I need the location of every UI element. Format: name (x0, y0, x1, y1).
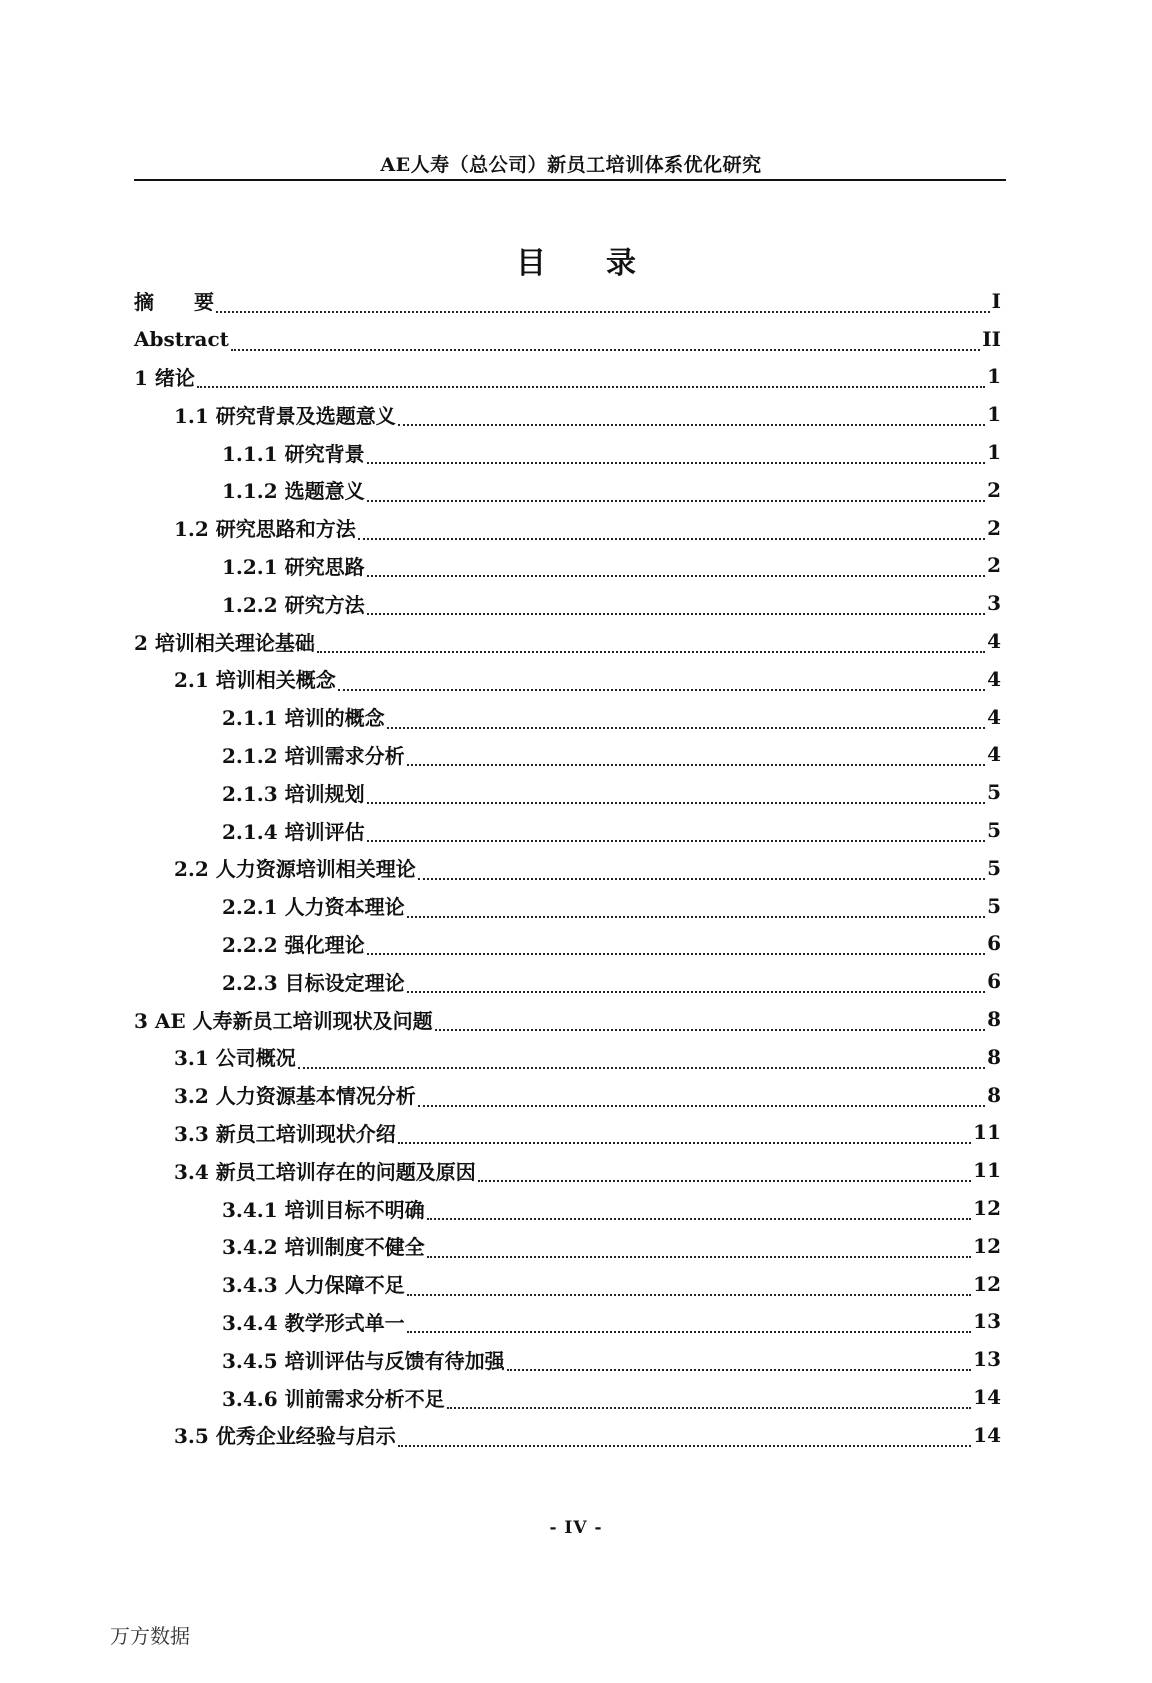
toc-dot-leader (398, 1431, 971, 1447)
toc-entry[interactable] (134, 358, 1001, 396)
toc-entry[interactable] (222, 962, 1001, 1000)
toc-entry-title: 1.1.2 选题意义 (222, 479, 365, 504)
toc-entry-page: 5 (987, 855, 1001, 880)
toc-entry-page: 8 (987, 1044, 1001, 1069)
toc-entry-title: 3.4 新员工培训存在的问题及原因 (174, 1159, 476, 1184)
toc-entry-page: 11 (973, 1158, 1001, 1183)
toc-dot-leader (418, 864, 985, 880)
toc-entry-title: 1 绪论 (134, 365, 195, 390)
toc-dot-leader (407, 902, 985, 918)
toc-dot-leader (435, 1015, 985, 1031)
toc-dot-leader (418, 1091, 985, 1107)
toc-entry-title: 1.1 研究背景及选题意义 (174, 403, 396, 428)
toc-entry-page: II (982, 326, 1001, 351)
toc-entry[interactable] (222, 698, 1001, 736)
toc-dot-leader (298, 1053, 985, 1069)
toc-entry[interactable] (222, 547, 1001, 585)
toc-entry[interactable] (222, 736, 1001, 774)
toc-entry-page: 1 (987, 440, 1001, 465)
toc-dot-leader (367, 826, 985, 842)
toc-dot-leader (367, 448, 985, 464)
toc-entry[interactable] (222, 811, 1001, 849)
toc-entry[interactable] (174, 1076, 1001, 1114)
toc-entry-page: 2 (987, 553, 1001, 578)
toc-dot-leader (367, 486, 985, 502)
toc-dot-leader (407, 1280, 972, 1296)
toc-entry-page: I (991, 288, 1001, 313)
toc-entry[interactable] (174, 849, 1001, 887)
toc-entry-page: 4 (987, 742, 1001, 767)
toc-entry-title: 1.2.2 研究方法 (222, 592, 365, 617)
toc-entry-title: 3.2 人力资源基本情况分析 (174, 1084, 416, 1109)
toc-entry-page: 4 (987, 704, 1001, 729)
toc-entry-page: 13 (973, 1347, 1001, 1372)
toc-dot-leader (338, 675, 985, 691)
toc-entry-title: 2.2.3 目标设定理论 (222, 970, 405, 995)
toc-entry[interactable] (174, 509, 1001, 547)
toc-dot-leader (407, 977, 985, 993)
toc-dot-leader (367, 599, 985, 615)
toc-entry-page: 1 (987, 364, 1001, 389)
toc-entry[interactable] (222, 887, 1001, 925)
toc-entry[interactable] (174, 660, 1001, 698)
toc-entry[interactable] (222, 471, 1001, 509)
toc-dot-leader (427, 1242, 972, 1258)
toc-entry[interactable] (222, 773, 1001, 811)
toc-entry-title: 2.1.3 培训规划 (222, 781, 365, 806)
toc-dot-leader (367, 788, 985, 804)
toc-entry-title: 2.1 培训相关概念 (174, 668, 336, 693)
toc-dot-leader (367, 939, 985, 955)
toc-dot-leader (231, 335, 980, 351)
toc-entry[interactable] (134, 282, 1001, 320)
toc-dot-leader (358, 524, 985, 540)
toc-title-char-2: 录 (606, 246, 636, 281)
running-header: AE人寿（总公司）新员工培训体系优化研究 (380, 154, 762, 176)
toc-entry-title: 3.4.2 培训制度不健全 (222, 1235, 425, 1260)
toc-entry-page: 5 (987, 818, 1001, 843)
toc-entry-title: Abstract (134, 326, 229, 351)
toc-entry-title: 3.4.5 培训评估与反馈有待加强 (222, 1348, 505, 1373)
toc-entry-page: 8 (987, 1082, 1001, 1107)
toc-entry-page: 14 (973, 1422, 1001, 1447)
toc-entry-page: 12 (973, 1196, 1001, 1221)
toc-dot-leader (407, 1317, 972, 1333)
toc-entry[interactable] (222, 1378, 1001, 1416)
toc-entry[interactable] (134, 320, 1001, 358)
toc-entry[interactable] (174, 395, 1001, 433)
toc-entry-title: 摘 要 (134, 290, 214, 315)
toc-entry-title: 2.2 人力资源培训相关理论 (174, 857, 416, 882)
toc-entry[interactable] (174, 1038, 1001, 1076)
toc-entry[interactable] (222, 1227, 1001, 1265)
toc-title-char-1: 目 (516, 246, 546, 281)
toc-entry[interactable] (222, 433, 1001, 471)
toc-entry-page: 14 (973, 1385, 1001, 1409)
toc-entry-title: 2.1.1 培训的概念 (222, 706, 385, 731)
toc-entry[interactable] (222, 1189, 1001, 1227)
toc-entry-title: 3.4.3 人力保障不足 (222, 1273, 405, 1298)
toc-entry-title: 1.1.1 研究背景 (222, 441, 365, 466)
toc-dot-leader (398, 1128, 971, 1144)
toc-entry[interactable] (222, 1340, 1001, 1378)
toc-entry-page: 2 (987, 477, 1001, 502)
toc-entry-page: 12 (973, 1233, 1001, 1258)
toc-entry-page: 6 (987, 931, 1001, 956)
toc-dot-leader (317, 637, 985, 653)
toc-entry[interactable] (222, 584, 1001, 622)
toc-entry-page: 4 (987, 666, 1001, 691)
toc-entry-page: 8 (987, 1007, 1001, 1032)
watermark: 万方数据 (110, 1624, 190, 1648)
toc-entry-page: 5 (987, 893, 1001, 918)
toc-entry-title: 2 培训相关理论基础 (134, 630, 315, 655)
toc-entry[interactable] (174, 1114, 1001, 1152)
toc-entry-title: 3.5 优秀企业经验与启示 (174, 1424, 396, 1449)
toc-dot-leader (197, 372, 985, 388)
toc-entry[interactable] (174, 1416, 1001, 1454)
toc-entry-title: 2.1.4 培训评估 (222, 819, 365, 844)
toc-dot-leader (478, 1166, 971, 1182)
toc-entry-title: 3.4.6 训前需求分析不足 (222, 1386, 445, 1411)
toc-dot-leader (398, 410, 985, 426)
toc-dot-leader (407, 750, 985, 766)
toc-dot-leader (507, 1355, 972, 1371)
toc-entry-page: 12 (973, 1271, 1001, 1296)
toc-entry-title: 1.2.1 研究思路 (222, 554, 365, 579)
toc-entry-title: 3 AE 人寿新员工培训现状及问题 (134, 1008, 433, 1033)
toc-list (0, 282, 1152, 1454)
toc-entry-title: 3.4.4 教学形式单一 (222, 1310, 405, 1335)
toc-entry[interactable] (134, 622, 1001, 660)
toc-entry-page: 2 (987, 515, 1001, 540)
toc-entry-page: 1 (987, 402, 1001, 427)
toc-entry-page: 5 (987, 780, 1001, 805)
toc-dot-leader (216, 297, 990, 313)
toc-entry-title: 2.2.2 强化理论 (222, 932, 365, 957)
toc-entry[interactable] (222, 925, 1001, 963)
toc-entry-title: 3.3 新员工培训现状介绍 (174, 1121, 396, 1146)
toc-entry-title: 2.1.2 培训需求分析 (222, 743, 405, 768)
page-number: - IV - (549, 1518, 603, 1538)
toc-dot-leader (367, 561, 985, 577)
header-rule (134, 179, 1006, 181)
toc-entry-page: 13 (973, 1309, 1001, 1334)
toc-entry-title: 3.1 公司概况 (174, 1046, 296, 1071)
toc-dot-leader (387, 713, 985, 729)
toc-entry-page: 6 (987, 969, 1001, 994)
toc-dot-leader (427, 1204, 972, 1220)
toc-entry[interactable] (222, 1303, 1001, 1341)
toc-entry-page: 11 (973, 1120, 1001, 1145)
toc-entry[interactable] (134, 1000, 1001, 1038)
toc-entry-page: 4 (987, 629, 1001, 654)
toc-entry[interactable] (222, 1265, 1001, 1303)
toc-entry-title: 1.2 研究思路和方法 (174, 517, 356, 542)
toc-entry[interactable] (174, 1151, 1001, 1189)
toc-entry-title: 3.4.1 培训目标不明确 (222, 1197, 425, 1222)
toc-title (0, 238, 1152, 282)
toc-entry-page: 3 (987, 591, 1001, 616)
toc-dot-leader (447, 1393, 972, 1409)
toc-entry-title: 2.2.1 人力资本理论 (222, 895, 405, 920)
